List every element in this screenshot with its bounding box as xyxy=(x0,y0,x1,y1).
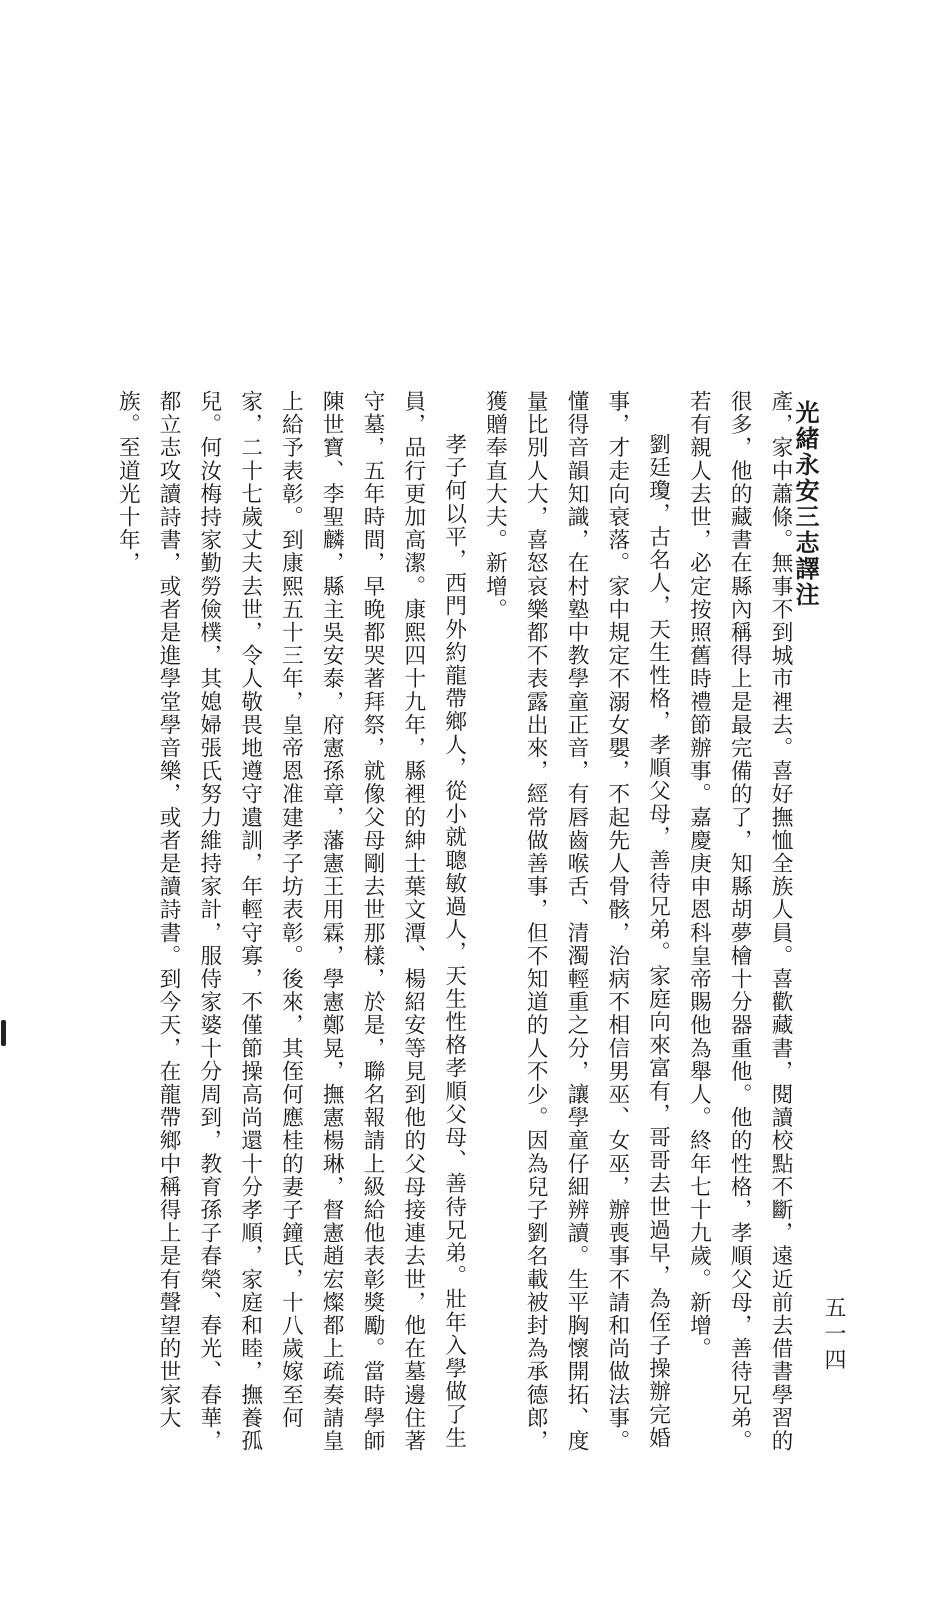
paragraph-continuation: 產，家中蕭條。無事不到城市裡去。喜好撫恤全族人員。喜歡藏書，閱讀校點不斷，遠近前去借書學習的很多，他的藏書在縣內稱得上是最完備的了，知縣胡夢檜十分器重他。他的性格，孝順父母，善待兄弟。若有親人去世，必定按照舊時禮節辦事。嘉慶庚申恩科皇帝賜他為舉人。終年七十九歲。新增。 xyxy=(686,390,793,1453)
body-text xyxy=(115,390,800,1470)
paragraph-he-yiping: 孝子何以平，西門外約龍帶鄉人，從小就聰敏過人，天生性格孝順父母、善待兄弟。壯年入學做了生員，品行更加高潔。康熙四十九年，縣裡的紳士葉文潭、楊紹安等見到他的父母接連去世，他在墓邊住著守墓，五年時間，早晚都哭著拜祭，就像父母剛去世那樣，於是，聯名報請上級給他表彰獎勵。當時學師陳世寶、李聖麟，縣主吳安泰，府憲孫章，藩憲王用霖，學憲鄭晃，撫憲楊琳，督憲趙宏燦都上疏奏請皇上給予表彰。到康熙五十三年，皇帝恩准建孝子坊表彰。後來，其侄何應桂的妻子鐘氏，十八歲嫁至何家，二十七歲丈夫去世，令人敬畏地遵守遺訓，年輕守寡，不僅節操高尚還十分孝順，家庭和睦，撫養孤兒。何汝梅持家勤勞儉樸，其媳婦張氏努力維持家計，服侍家婆十分周到，教育孫子春榮、春光、春華，都立志攻讀詩書，或者是進學堂學音樂，或者是讀詩書。到今天，在龍帶鄉中稱得上是有聲望的世家大族。至道光十年， xyxy=(115,390,467,1453)
paragraph-liu-tingqiong: 劉廷瓊，古名人，天生性格，孝順父母，善待兄弟。家庭向來富有，哥哥去世過早，為侄子操辦完婚事，才走向衰落。家中規定不溺女嬰，不起先人骨骸，治病不相信男巫、女巫，辦喪事不請和尚做法事。懂得音韻知識，在村塾中教學童正音，有唇齒喉舌、清濁輕重之分，讓學童仔細辨讀。生平胸懷開拓、度量比別人大，喜怒哀樂都不表露出來，經常做善事，但不知道的人不少。因為兒子劉名載被封為承德郎，獲贈奉直大夫。新增。 xyxy=(482,390,671,1453)
running-header: 光緒永安三志譯注 xyxy=(791,400,820,608)
page-number: 五一四 xyxy=(821,1296,846,1374)
scan-edge-mark xyxy=(1,1020,6,1046)
